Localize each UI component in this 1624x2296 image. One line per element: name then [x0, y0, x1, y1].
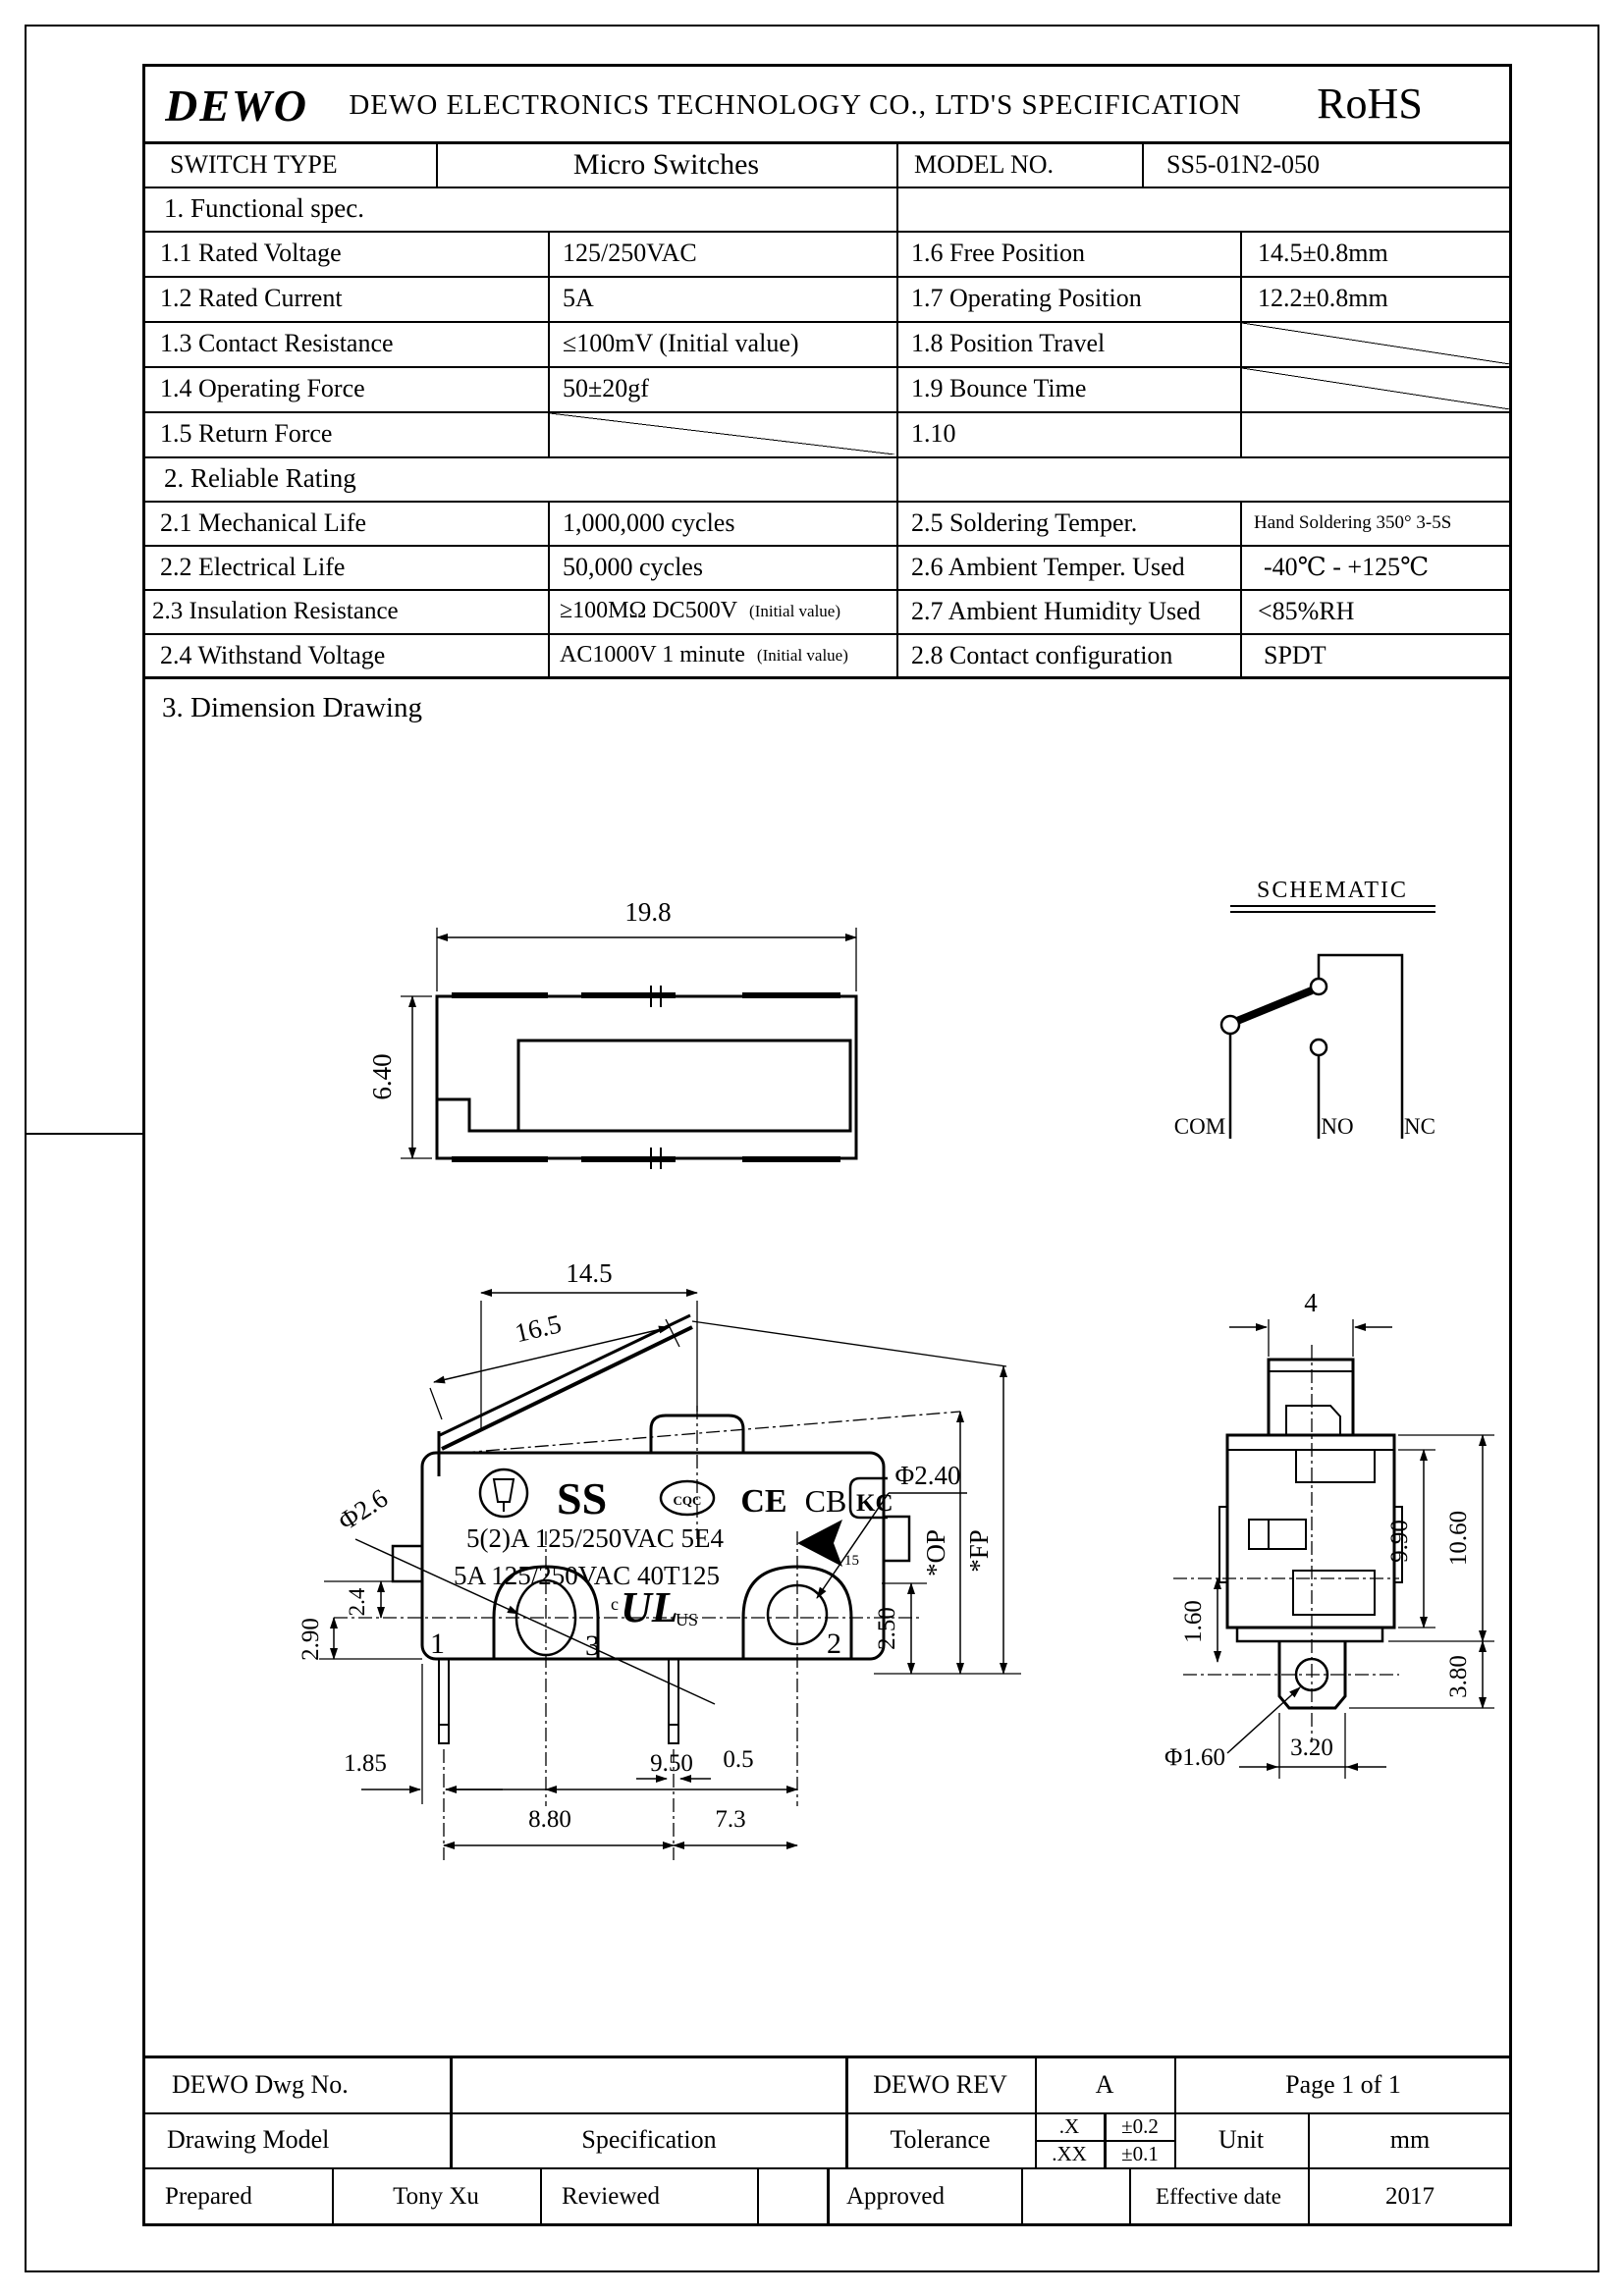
side-view-drawing — [231, 869, 918, 1173]
end-view-drawing — [1159, 1266, 1571, 1816]
dim-phi-2-40: Φ2.40 — [894, 1461, 961, 1490]
reliable-section-title: 2. Reliable Rating — [164, 463, 356, 493]
spec-value: ≤100mV (Initial value) — [563, 329, 799, 357]
schematic-com-label: COM — [1173, 1114, 1226, 1139]
dim-3-20: 3.20 — [1290, 1735, 1333, 1761]
cert-arrow-mark — [797, 1520, 842, 1567]
company-logo: DEWO — [165, 80, 309, 131]
unit-value: mm — [1389, 2125, 1431, 2154]
dim-phi-1-60: Φ1.60 — [1164, 1744, 1226, 1771]
rating-line-1: 5(2)A 125/250VAC 5E4 — [466, 1523, 725, 1553]
spec-value: <85%RH — [1258, 596, 1355, 625]
tolerance-xx-label: .XX — [1052, 2141, 1087, 2165]
spec-label: 1.4 Operating Force — [160, 374, 365, 402]
prepared-label: Prepared — [165, 2183, 252, 2210]
dim-4: 4 — [1304, 1288, 1318, 1317]
model-no-value: SS5-01N2-050 — [1166, 149, 1321, 179]
approved-label: Approved — [846, 2183, 945, 2210]
ss-logo: SS — [557, 1473, 608, 1523]
effective-date-label: Effective date — [1156, 2184, 1281, 2209]
side-view-body — [437, 986, 856, 1169]
spec-label: 2.3 Insulation Resistance — [152, 597, 399, 624]
dim-width-label: 19.8 — [624, 897, 672, 927]
dimension-section-title: 3. Dimension Drawing — [162, 691, 422, 723]
spec-value-crossed — [550, 413, 894, 454]
end-view-dimensions — [1164, 1288, 1494, 1779]
ul-c: c — [611, 1594, 619, 1614]
cqc-mark: CQC — [673, 1493, 702, 1508]
spec-value: 50±20gf — [563, 374, 649, 402]
dim-fp: *FP — [964, 1529, 994, 1573]
grid-line — [1240, 501, 1242, 677]
dim-1-60: 1.60 — [1180, 1600, 1207, 1643]
spec-value — [560, 589, 894, 633]
margin-center-mark — [25, 1133, 142, 1135]
spec-value-crossed — [1242, 368, 1510, 409]
rating-line-2: 5A 125/250VAC 40T125 — [454, 1561, 721, 1590]
spec-label: 1.5 Return Force — [160, 419, 333, 448]
grid-line — [896, 142, 898, 677]
rev-value: A — [1095, 2069, 1114, 2099]
dim-14-5: 14.5 — [566, 1258, 613, 1288]
dim-2-50: 2.50 — [874, 1607, 900, 1650]
drawing-model-label: Drawing Model — [167, 2125, 330, 2154]
dim-3-80: 3.80 — [1445, 1655, 1472, 1698]
dim-2-4: 2.4 — [345, 1587, 369, 1617]
cb-mark: CB — [804, 1483, 847, 1519]
switch-type-value: Micro Switches — [572, 147, 760, 181]
schematic-nc-label: NC — [1404, 1114, 1435, 1139]
tolerance-x-label: .X — [1058, 2113, 1080, 2138]
spec-value: SPDT — [1264, 640, 1326, 669]
spec-value-main: ≥100MΩ DC500V — [560, 598, 738, 623]
spec-value: 50,000 cycles — [563, 552, 703, 581]
dim-7-3: 7.3 — [715, 1806, 746, 1833]
spec-value: Hand Soldering 350° 3-5S — [1254, 511, 1452, 533]
dim-16-5: 16.5 — [512, 1308, 565, 1349]
cert-15: 15 — [844, 1553, 859, 1569]
spec-label: 2.6 Ambient Temper. Used — [911, 552, 1185, 581]
kc-mark: KC — [856, 1490, 893, 1517]
schematic — [1174, 878, 1435, 1139]
dim-9-90: 9.90 — [1386, 1520, 1413, 1563]
effective-date-value: 2017 — [1385, 2183, 1435, 2210]
dim-phi-2-6: Φ2.6 — [332, 1482, 394, 1537]
dim-0-5: 0.5 — [723, 1746, 754, 1773]
spec-label: 1.3 Contact Resistance — [160, 329, 394, 357]
spec-value-main: AC1000V 1 minute — [560, 642, 745, 667]
spec-value-note: (Initial value) — [756, 645, 848, 665]
dim-10-60: 10.60 — [1445, 1510, 1472, 1567]
spec-label: 1.8 Position Travel — [911, 329, 1106, 357]
ul-mark: UL — [621, 1583, 678, 1631]
reviewed-value — [757, 2167, 827, 2226]
end-view-body — [1173, 1345, 1402, 1742]
spec-label: 2.2 Electrical Life — [160, 552, 346, 581]
rohs-badge: RoHS — [1317, 79, 1423, 128]
spec-label: 1.2 Rated Current — [160, 284, 343, 312]
spec-label: 2.4 Withstand Voltage — [160, 640, 386, 669]
side-view-dimensions — [367, 897, 856, 1158]
reviewed-label: Reviewed — [562, 2183, 660, 2210]
rev-label: DEWO REV — [873, 2069, 1007, 2099]
schematic-drawing — [1173, 864, 1532, 1158]
spec-label: 2.5 Soldering Temper. — [911, 507, 1138, 537]
spec-value: 125/250VAC — [563, 239, 697, 267]
grid-line — [548, 501, 550, 677]
unit-label: Unit — [1218, 2125, 1265, 2154]
functional-section-title: 1. Functional spec. — [164, 193, 364, 223]
pin-2-label: 2 — [827, 1628, 841, 1660]
spec-value-crossed — [1242, 323, 1510, 364]
pin-1-label: 1 — [430, 1628, 445, 1660]
prepared-value: Tony Xu — [393, 2183, 479, 2210]
spec-value: 14.5±0.8mm — [1258, 239, 1388, 267]
dim-2-90: 2.90 — [298, 1618, 324, 1661]
spec-label: 2.1 Mechanical Life — [160, 507, 367, 537]
dwg-no-label: DEWO Dwg No. — [172, 2069, 349, 2099]
spec-value — [560, 633, 894, 677]
spec-value: -40℃ - +125℃ — [1264, 552, 1430, 581]
dim-height-label: 6.40 — [367, 1053, 397, 1100]
spec-label: 1.1 Rated Voltage — [160, 239, 342, 267]
grid-line — [827, 2167, 830, 2226]
spec-label: 1.6 Free Position — [911, 239, 1085, 267]
schematic-no-label: NO — [1321, 1114, 1354, 1139]
ul-us: US — [676, 1610, 699, 1629]
document-title: DEWO ELECTRONICS TECHNOLOGY CO., LTD'S SPECIFICATION — [349, 88, 1242, 121]
front-view-markings — [430, 1469, 893, 1662]
grid-line — [540, 2167, 542, 2226]
spec-label: 1.7 Operating Position — [911, 284, 1142, 312]
approved-value — [1021, 2167, 1129, 2226]
schematic-title: SCHEMATIC — [1256, 878, 1409, 903]
model-no-label: MODEL NO. — [914, 149, 1055, 179]
spec-value: 1,000,000 cycles — [563, 507, 735, 537]
grid-line — [1142, 142, 1144, 187]
dim-op: *OP — [921, 1528, 950, 1577]
tolerance-xx-value: ±0.1 — [1121, 2141, 1159, 2165]
dim-1-85: 1.85 — [344, 1750, 387, 1777]
switch-type-label: SWITCH TYPE — [170, 149, 338, 179]
page-indicator: Page 1 of 1 — [1285, 2069, 1401, 2099]
spec-value: 5A — [563, 284, 594, 312]
spec-label: 1.9 Bounce Time — [911, 374, 1087, 402]
tolerance-label: Tolerance — [890, 2125, 991, 2154]
ce-mark: CE — [740, 1483, 787, 1520]
spec-value — [1258, 411, 1510, 456]
drawing-model-value: Specification — [581, 2125, 717, 2154]
tolerance-x-value: ±0.2 — [1121, 2113, 1159, 2138]
spec-value-note: (Initial value) — [749, 601, 841, 620]
spec-label: 2.8 Contact configuration — [911, 640, 1173, 669]
spec-value: 12.2±0.8mm — [1258, 284, 1388, 312]
pin-3-label: 3 — [585, 1629, 600, 1662]
dwg-no-value — [453, 2056, 845, 2112]
spec-label: 2.7 Ambient Humidity Used — [911, 596, 1201, 625]
spec-label: 1.10 — [911, 419, 956, 448]
dim-8-80: 8.80 — [528, 1806, 571, 1833]
dim-9-50: 9.50 — [650, 1750, 693, 1777]
front-view-drawing — [265, 1256, 1041, 1895]
